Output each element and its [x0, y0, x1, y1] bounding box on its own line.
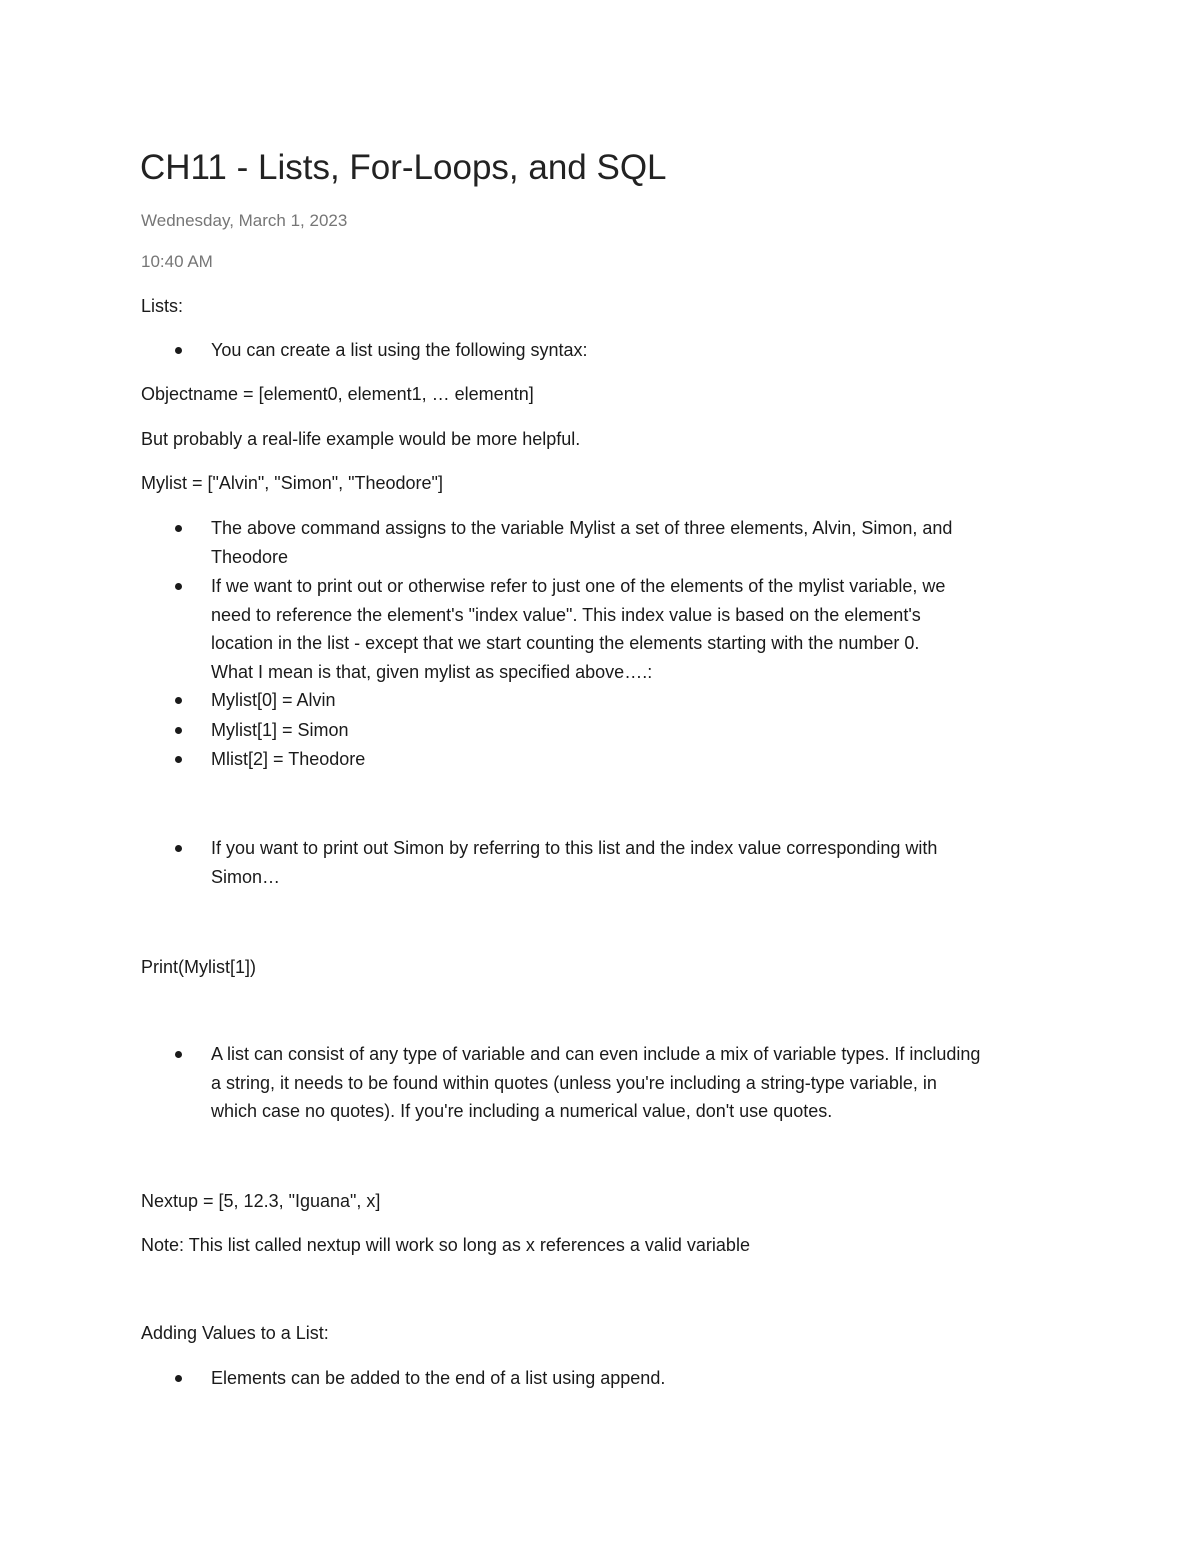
text-line: a string, it needs to be found within quotes (unless you're including a string-type variable, in — [211, 1072, 937, 1093]
bullet-index-explain — [211, 572, 945, 686]
bullet-index-2: Mlist[2] = Theodore — [211, 749, 366, 769]
page-time: 10:40 AM — [141, 252, 213, 271]
print-statement: Print(Mylist[1]) — [141, 957, 257, 977]
bullet-append: Elements can be added to the end of a list using append. — [211, 1368, 666, 1388]
helpful-line: But probably a real-life example would be more helpful. — [141, 429, 581, 449]
text-line: Theodore — [211, 546, 289, 567]
note-line: Note: This list called nextup will work so long as x references a valid variable — [141, 1235, 750, 1255]
page-title: CH11 - Lists, For-Loops, and SQL — [140, 148, 667, 187]
bullet-dot — [175, 845, 182, 852]
bullet-index-1: Mylist[1] = Simon — [211, 720, 349, 740]
text-line: need to reference the element's "index value". This index value is based on the element's — [211, 604, 921, 625]
text-line: What I mean is that, given mylist as specified above….: — [211, 661, 653, 682]
bullet-dot — [175, 1375, 182, 1382]
bullet-assign-explain — [211, 514, 952, 571]
nextup-assignment: Nextup = [5, 12.3, "Iguana", x] — [141, 1191, 381, 1211]
mylist-assignment: Mylist = ["Alvin", "Simon", "Theodore"] — [141, 473, 443, 493]
adding-values-heading: Adding Values to a List: — [141, 1323, 329, 1343]
bullet-dot — [175, 347, 182, 354]
text-line: Simon… — [211, 866, 281, 887]
text-line: A list can consist of any type of variable and can even include a mix of variable types. If including — [211, 1044, 981, 1064]
bullet-variable-types — [211, 1040, 980, 1126]
bullet-dot — [175, 525, 182, 532]
bullet-dot — [175, 756, 182, 763]
bullet-dot — [175, 1051, 182, 1058]
bullet-index-0: Mylist[0] = Alvin — [211, 690, 336, 710]
text-line: location in the list - except that we start counting the elements starting with the number 0. — [211, 633, 920, 653]
text-line: If you want to print out Simon by referring to this list and the index value corresponding with — [211, 838, 938, 858]
lists-heading: Lists: — [141, 296, 184, 316]
page-date: Wednesday, March 1, 2023 — [141, 211, 348, 230]
bullet-print-simon — [211, 834, 937, 891]
bullet-dot — [175, 727, 182, 734]
bullet-syntax-intro: You can create a list using the following syntax: — [211, 340, 588, 360]
bullet-dot — [175, 583, 182, 590]
bullet-dot — [175, 697, 182, 704]
syntax-line: Objectname = [element0, element1, … elementn] — [141, 384, 534, 404]
text-line: If we want to print out or otherwise refer to just one of the elements of the mylist variable, we — [211, 576, 946, 596]
text-line: The above command assigns to the variable Mylist a set of three elements, Alvin, Simon, and — [211, 518, 953, 538]
text-line: which case no quotes). If you're including a numerical value, don't use quotes. — [211, 1101, 833, 1121]
